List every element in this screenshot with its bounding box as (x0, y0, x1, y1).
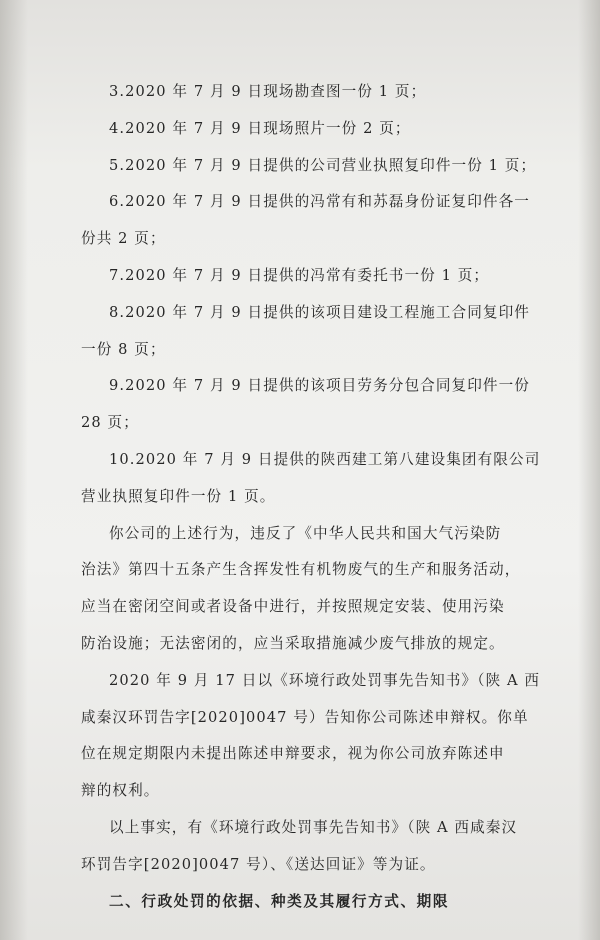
notice-paragraph-line-3: 位在规定期限内未提出陈述申辩要求，视为你公司放弃陈述申 (81, 745, 505, 763)
evidence-item-7: 7.2020 年 7 月 9 日提供的冯常有委托书一份 1 页； (109, 266, 490, 284)
evidence-item-3: 3.2020 年 7 月 9 日现场勘查图一份 1 页； (109, 83, 427, 100)
evidence-item-9-line-2: 28 页； (81, 414, 139, 432)
evidence-item-9-line-1: 9.2020 年 7 月 9 日提供的该项目劳务分包合同复印件一份 (109, 377, 531, 395)
notice-paragraph-line-1: 2020 年 9 月 17 日以《环境行政处罚事先告知书》（陕 A 西 (109, 671, 541, 689)
violation-paragraph-line-3: 应当在密闭空间或者设备中进行，并按照规定安装、使用污染 (81, 598, 505, 616)
evidence-item-8-line-2: 一份 8 页； (81, 340, 166, 358)
evidence-item-8-line-1: 8.2020 年 7 月 9 日提供的该项目建设工程施工合同复印件 (109, 303, 531, 321)
section-heading-2: 二、行政处罚的依据、种类及其履行方式、期限 (109, 892, 450, 910)
violation-paragraph-line-1: 你公司的上述行为，违反了《中华人民共和国大气污染防 (109, 524, 502, 542)
evidence-item-10-line-2: 营业执照复印件一份 1 页。 (81, 487, 276, 505)
notice-paragraph-line-2: 咸秦汉环罚告字[2020]0047 号）告知你公司陈述申辩权。你单 (81, 708, 529, 726)
violation-paragraph-line-2: 治法》第四十五条产生含挥发性有机物废气的生产和服务活动， (81, 561, 521, 579)
evidence-item-10-line-1: 10.2020 年 7 月 9 日提供的陕西建工第八建设集团有限公司 (109, 450, 541, 468)
facts-paragraph-line-2: 环罚告字[2020]0047 号）、《送达回证》等为证。 (81, 855, 436, 873)
evidence-item-4: 4.2020 年 7 月 9 日现场照片一份 2 页； (109, 119, 411, 137)
document-body (81, 74, 541, 920)
evidence-item-6-line-1: 6.2020 年 7 月 9 日提供的冯常有和苏磊身份证复印件各一 (109, 193, 531, 211)
evidence-item-5: 5.2020 年 7 月 9 日提供的公司营业执照复印件一份 1 页； (109, 156, 537, 174)
violation-paragraph-line-4: 防治设施；无法密闭的，应当采取措施减少废气排放的规定。 (81, 634, 505, 652)
notice-paragraph-line-4: 辩的权利。 (81, 782, 160, 800)
evidence-item-6-line-2: 份共 2 页； (81, 230, 166, 248)
facts-paragraph-line-1: 以上事实，有《环境行政处罚事先告知书》（陕 A 西咸秦汉 (109, 818, 518, 836)
